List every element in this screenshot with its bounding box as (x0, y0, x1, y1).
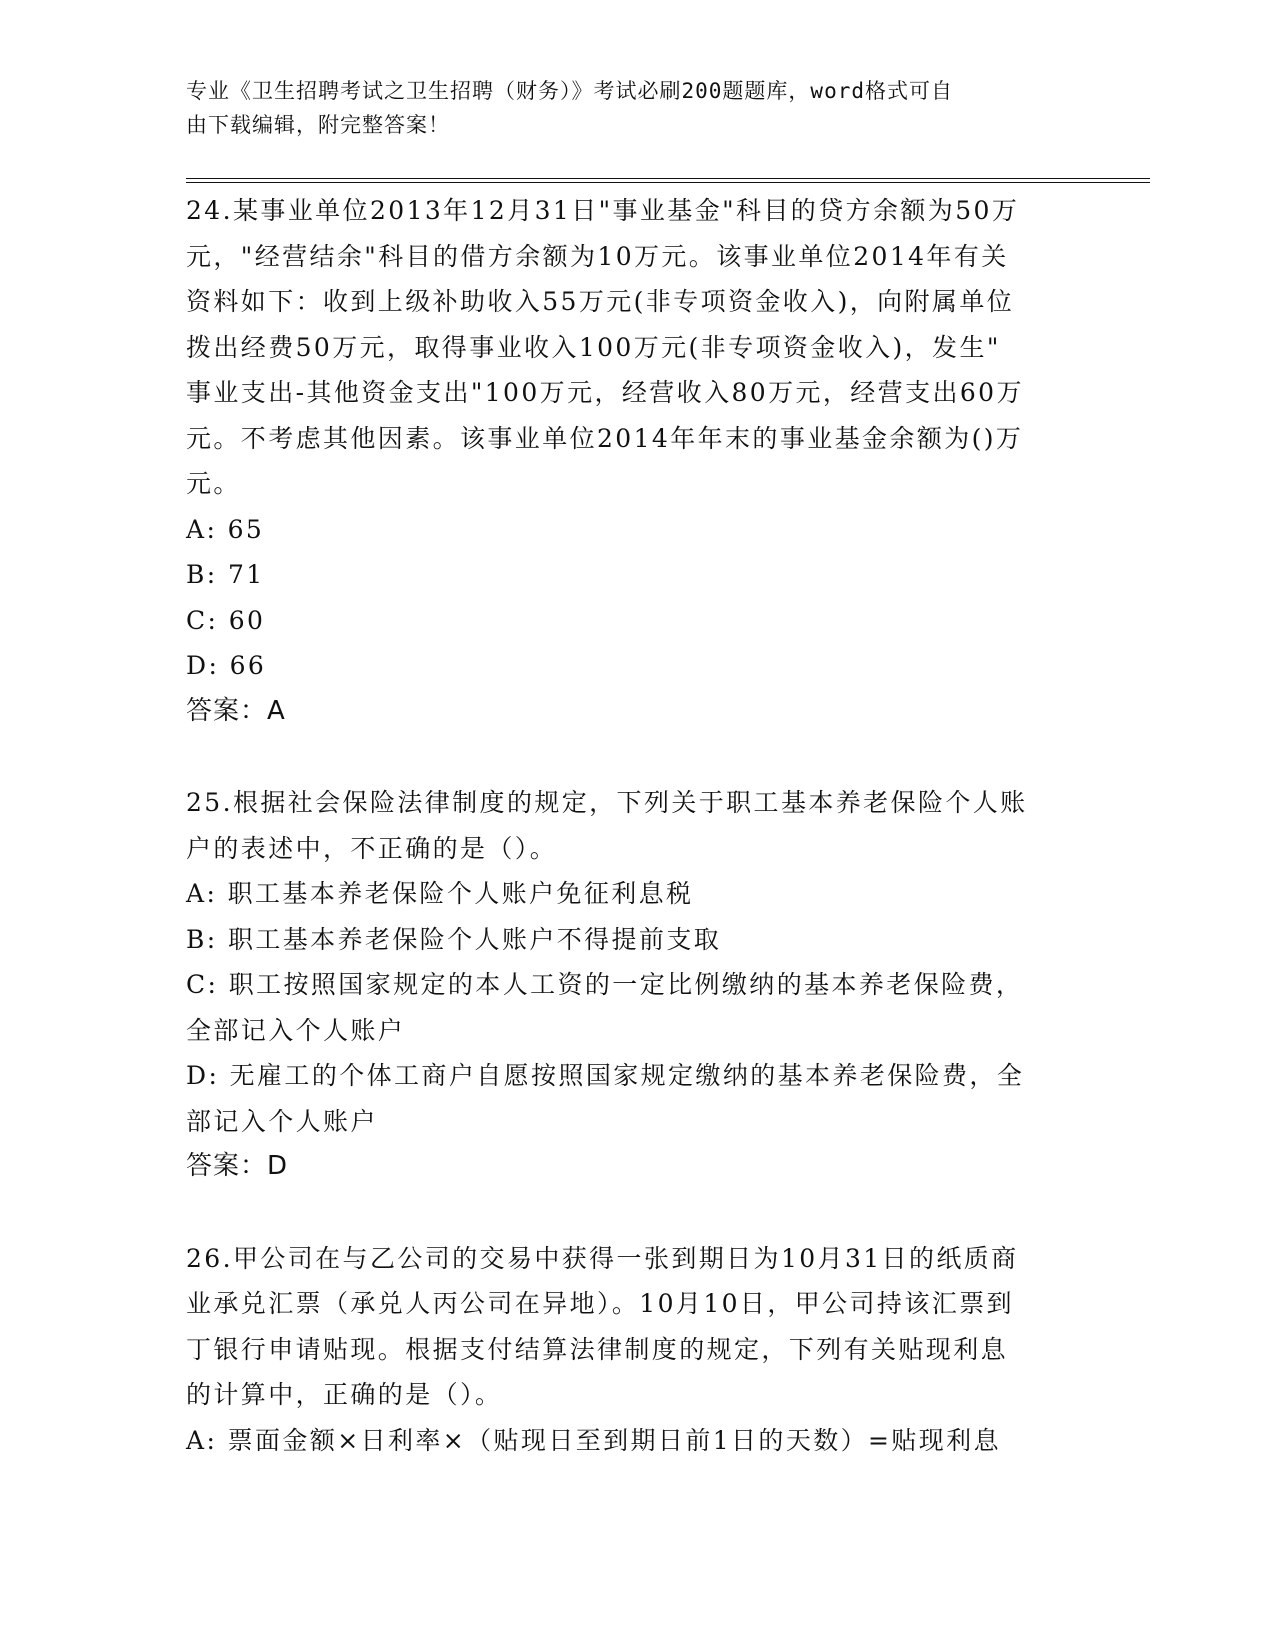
option-b: B: 职工基本养老保险个人账户不得提前支取 (186, 924, 722, 954)
option-a: A: 65 (186, 514, 265, 544)
question-26 (186, 1236, 1086, 1464)
question-line: 26.甲公司在与乙公司的交易中获得一张到期日为10月31日的纸质商 (186, 1243, 1019, 1273)
header-rule-top (186, 178, 1150, 179)
question-24 (186, 188, 1086, 734)
question-spacer (186, 1190, 1086, 1236)
question-line: 元。 (186, 469, 241, 498)
header-line-1: 专业《卫生招聘考试之卫生招聘（财务）》考试必刷200题题库，word格式可自 (186, 79, 953, 103)
header-rule-bottom (186, 182, 1150, 183)
option-c: C: 60 (186, 605, 266, 635)
question-line: 元，"经营结余"科目的借方余额为10万元。该事业单位2014年有关 (186, 241, 1009, 271)
question-line: 的计算中，正确的是（）。 (186, 1380, 503, 1409)
option-a: A: 职工基本养老保险个人账户免征利息税 (186, 879, 694, 908)
option-d-continued: 部记入个人账户 (186, 1106, 378, 1136)
question-line: 元。不考虑其他因素。该事业单位2014年年末的事业基金余额为()万 (186, 423, 1024, 453)
question-line: 拨出经费50万元，取得事业收入100万元(非专项资金收入)，发生" (186, 332, 1001, 362)
question-line: 24.某事业单位2013年12月31日"事业基金"科目的贷方余额为50万 (186, 196, 1020, 225)
option-d: D: 无雇工的个体工商户自愿按照国家规定缴纳的基本养老保险费，全 (186, 1061, 1025, 1090)
option-c-continued: 全部记入个人账户 (186, 1015, 406, 1045)
question-spacer (186, 734, 1086, 780)
question-line: 户的表述中，不正确的是（）。 (186, 833, 558, 863)
header-line-2: 由下载编辑，附完整答案！ (186, 113, 450, 137)
question-line: 25.根据社会保险法律制度的规定，下列关于职工基本养老保险个人账 (186, 788, 1028, 817)
question-line: 事业支出-其他资金支出"100万元，经营收入80万元，经营支出60万 (186, 378, 1024, 407)
question-line: 资料如下：收到上级补助收入55万元(非专项资金收入)，向附属单位 (186, 287, 1015, 316)
question-25 (186, 780, 1086, 1190)
question-list (186, 188, 1086, 1463)
option-a: A: 票面金额×日利率×（贴现日至到期日前1日的天数）=贴现利息 (186, 1425, 1001, 1455)
option-d: D: 66 (186, 651, 267, 680)
option-c: C: 职工按照国家规定的本人工资的一定比例缴纳的基本养老保险费， (186, 970, 1024, 999)
option-b: B: 71 (186, 560, 265, 589)
question-line: 业承兑汇票（承兑人丙公司在异地）。10月10日，甲公司持该汇票到 (186, 1289, 1014, 1318)
answer-label: 答案：A (186, 695, 286, 726)
document-header (186, 74, 1086, 142)
answer-label: 答案：D (186, 1151, 289, 1181)
question-line: 丁银行申请贴现。根据支付结算法律制度的规定，下列有关贴现利息 (186, 1334, 1009, 1364)
